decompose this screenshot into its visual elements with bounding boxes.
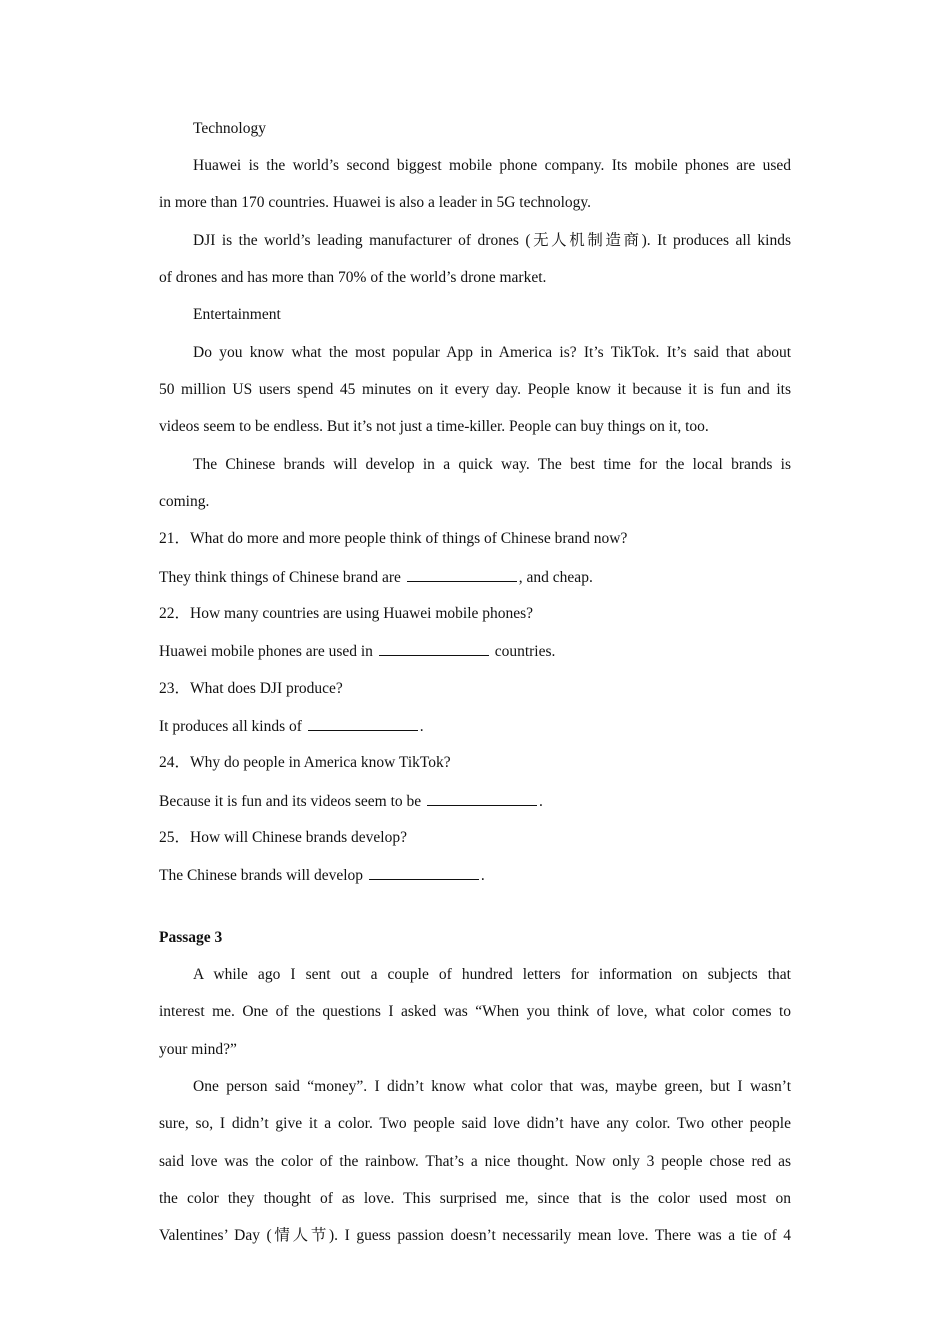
answer-24-prefix: Because it is fun and its videos seem to be xyxy=(159,793,422,810)
tiktok-paragraph-line-2: 50 million US users spend 45 minutes on it every day. People know it because it is fun and its xyxy=(159,381,791,398)
conclusion-paragraph-line-2: coming. xyxy=(159,493,210,510)
answer-25 xyxy=(159,865,791,885)
answer-25-blank[interactable] xyxy=(369,865,479,880)
answer-21 xyxy=(159,567,791,587)
answer-21-suffix: , and cheap. xyxy=(518,569,593,586)
answer-25-prefix: The Chinese brands will develop xyxy=(159,867,364,884)
passage-3-p2-line-4: the color they thought of as love. This surprised me, since that is the color used most on xyxy=(159,1190,791,1207)
answer-21-prefix: They think things of Chinese brand are xyxy=(159,569,401,586)
question-21: 21．What do more and more people think of things of Chinese brand now? xyxy=(159,530,628,547)
answer-21-blank[interactable] xyxy=(407,567,517,582)
passage-3-p2-line-5: Valentines’ Day (情人节). I guess passion doesn’t necessarily mean love. There was a tie of 4 xyxy=(159,1227,791,1244)
answer-22-prefix: Huawei mobile phones are used in xyxy=(159,643,373,660)
tiktok-paragraph-line-3: videos seem to be endless. But it’s not just a time-killer. People can buy things on it, too. xyxy=(159,418,709,435)
section-heading-entertainment: Entertainment xyxy=(193,306,281,323)
dji-paragraph-line-2: of drones and has more than 70% of the world’s drone market. xyxy=(159,269,547,286)
answer-23-prefix: It produces all kinds of xyxy=(159,718,302,735)
passage-3-p1-line-3: your mind?” xyxy=(159,1041,237,1058)
passage-3-p2-line-3: said love was the color of the rainbow. That’s a nice thought. Now only 3 people chose red as xyxy=(159,1153,791,1170)
conclusion-paragraph-line-1: The Chinese brands will develop in a quick way. The best time for the local brands is xyxy=(193,456,791,473)
dji-paragraph-line-1: DJI is the world’s leading manufacturer of drones (无人机制造商). It produces all kinds xyxy=(193,232,791,249)
answer-25-suffix: . xyxy=(480,867,485,884)
answer-24-blank[interactable] xyxy=(427,791,537,806)
huawei-paragraph-line-2: in more than 170 countries. Huawei is also a leader in 5G technology. xyxy=(159,194,592,211)
section-heading-technology: Technology xyxy=(193,120,266,137)
tiktok-paragraph-line-1: Do you know what the most popular App in America is? It’s TikTok. It’s said that about xyxy=(193,344,791,361)
passage-3-p1-line-2: interest me. One of the questions I asked was “When you think of love, what color comes to xyxy=(159,1003,791,1020)
question-25: 25．How will Chinese brands develop? xyxy=(159,829,407,846)
question-24: 24．Why do people in America know TikTok? xyxy=(159,754,451,771)
huawei-paragraph-line-1: Huawei is the world’s second biggest mobile phone company. Its mobile phones are used xyxy=(193,157,791,174)
passage-3-p1-line-1: A while ago I sent out a couple of hundred letters for information on subjects that xyxy=(193,966,791,983)
passage-3-p2-line-2: sure, so, I didn’t give it a color. Two people said love didn’t have any color. Two other people xyxy=(159,1115,791,1132)
question-23: 23．What does DJI produce? xyxy=(159,680,343,697)
answer-24 xyxy=(159,791,791,811)
question-22: 22．How many countries are using Huawei mobile phones? xyxy=(159,605,534,622)
answer-24-suffix: . xyxy=(539,793,543,810)
answer-23 xyxy=(159,716,791,736)
passage-3-p2-line-1: One person said “money”. I didn’t know what color that was, maybe green, but I wasn’t xyxy=(193,1078,791,1095)
answer-23-blank[interactable] xyxy=(308,716,418,731)
answer-23-suffix: . xyxy=(419,718,424,735)
passage-3-title: Passage 3 xyxy=(159,929,223,946)
answer-22-blank[interactable] xyxy=(379,641,489,656)
answer-22 xyxy=(159,641,791,661)
answer-22-suffix: countries. xyxy=(494,643,556,660)
